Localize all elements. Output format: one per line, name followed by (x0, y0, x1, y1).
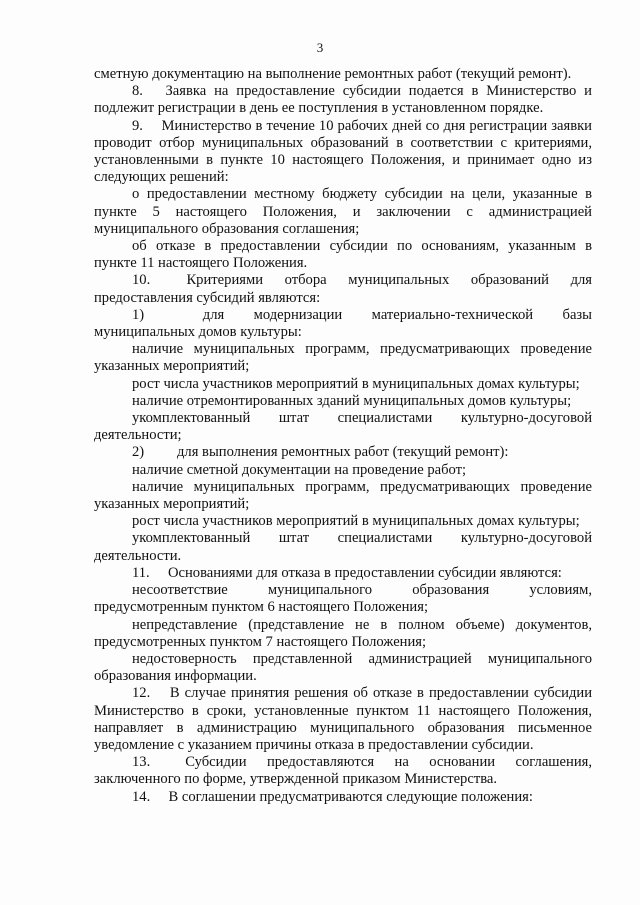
paragraph-8: 8. Заявка на предоставление субсидии подается в Министерство и подлежит регистрации в день ее поступления в установленном порядке. (94, 83, 592, 117)
criterion-staff: укомплектованный штат специалистами культурно-досуговой деятельности; (94, 410, 592, 444)
criterion-renovated-buildings: наличие отремонтированных зданий муниципальных домов культуры; (132, 392, 572, 409)
criterion-staff-2: укомплектованный штат специалистами культурно-досуговой деятельности. (94, 530, 592, 564)
paragraph-9-decision-grant: о предоставлении местному бюджету субсидии на цели, указанные в пункте 5 настоящего Положения, и заключении с администрацией муниципального образования соглашения; (94, 186, 592, 237)
criterion-programs-2: наличие муниципальных программ, предусматривающих проведение указанных мероприятий; (94, 478, 592, 513)
paragraph-9: 9. Министерство в течение 10 рабочих дней со дня регистрации заявки проводит отбор муниципальных образований в соответствии с критериями, установленными в пункте 10 настоящего Положения, и принимает одно из следующих решений: (94, 117, 592, 186)
refusal-false-info: недостоверность представленной администрацией муниципального образования информации. (94, 650, 592, 685)
page-number: 3 (316, 40, 324, 55)
paragraph-10-item-2: 2) для выполнения ремонтных работ (текущий ремонт): (132, 444, 509, 461)
criterion-estimate-docs: наличие сметной документации на проведение работ; (132, 461, 467, 478)
refusal-missing-docs: непредставление (представление не в полном объеме) документов, предусмотренных пунктом 7 настоящего Положения; (94, 616, 592, 650)
paragraph-13: 13. Субсидии предоставляются на основании соглашения, заключенного по форме, утвержденной приказом Министерства. (94, 754, 592, 788)
paragraph-14: 14. В соглашении предусматриваются следующие положения: (132, 788, 533, 805)
paragraph-9-decision-refusal: об отказе в предоставлении субсидии по основаниям, указанным в пункте 11 настоящего Положения. (94, 238, 592, 272)
paragraph-10: 10. Критериями отбора муниципальных образований для предоставления субсидий являются: (94, 272, 592, 306)
paragraph-10-item-1: 1) для модернизации материально-технической базы муниципальных домов культуры: (94, 306, 592, 341)
refusal-noncompliance: несоответствие муниципального образования условиям, предусмотренным пунктом 6 настоящего Положения; (94, 582, 592, 616)
document-body (94, 66, 592, 806)
paragraph-12: 12. В случае принятия решения об отказе в предоставлении субсидии Министерство в сроки, установленные пунктом 11 настоящего Положения, направляет в администрацию муниципального образования письменное уведомление с указанием причины отказа в предоставлении субсидии. (94, 685, 592, 753)
paragraph-continuation: сметную документацию на выполнение ремонтных работ (текущий ремонт). (94, 66, 572, 82)
criterion-participants-2: рост числа участников мероприятий в муниципальных домах культуры; (132, 513, 580, 530)
criterion-programs: наличие муниципальных программ, предусматривающих проведение указанных мероприятий; (94, 341, 592, 375)
criterion-participants: рост числа участников мероприятий в муниципальных домах культуры; (132, 375, 580, 392)
paragraph-11: 11. Основаниями для отказа в предоставлении субсидии являются: (132, 564, 562, 581)
